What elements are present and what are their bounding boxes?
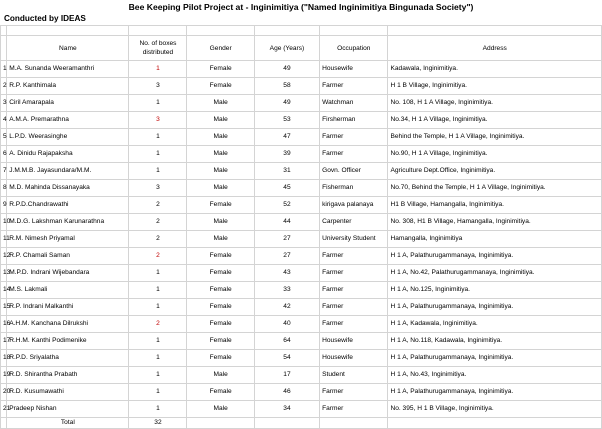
row-number-cell[interactable]: 20 (1, 384, 7, 401)
age-cell[interactable]: 27 (254, 248, 319, 265)
table-row (1, 367, 602, 384)
age-cell[interactable]: 40 (254, 316, 319, 333)
address-cell[interactable]: H 1 A, Palathurugammanaya, Inginimitiya. (388, 384, 602, 401)
table-row (1, 78, 602, 95)
table-row (1, 180, 602, 197)
boxes-cell[interactable]: 2 (129, 248, 187, 265)
table-row (1, 333, 602, 350)
occupation-cell[interactable]: Farmer (320, 248, 388, 265)
row-number-cell[interactable]: 17 (1, 333, 7, 350)
table-row (1, 214, 602, 231)
gender-cell[interactable]: Male (187, 95, 254, 112)
age-cell[interactable]: 52 (254, 197, 319, 214)
name-cell[interactable]: R.P. Indrani Malkanthi (7, 299, 129, 316)
gender-cell[interactable]: Female (187, 350, 254, 367)
address-cell[interactable]: No. 308, H1 B Village, Hamangalla, Inginimitiya. (388, 214, 602, 231)
address-cell[interactable]: H 1 A, Palathurugammanaya, Inginimitiya. (388, 350, 602, 367)
address-cell[interactable]: Agriculture Dept.Office, Inginimitiya. (388, 163, 602, 180)
cell[interactable] (388, 26, 602, 36)
occupation-cell[interactable]: Farmer (320, 146, 388, 163)
age-cell[interactable]: 39 (254, 146, 319, 163)
gender-cell[interactable]: Female (187, 265, 254, 282)
occupation-cell[interactable]: Farmer (320, 282, 388, 299)
gender-cell[interactable]: Female (187, 384, 254, 401)
table-row (1, 95, 602, 112)
gender-cell[interactable]: Male (187, 214, 254, 231)
occupation-cell[interactable]: Farmer (320, 299, 388, 316)
boxes-cell[interactable]: 2 (129, 214, 187, 231)
cell[interactable] (254, 418, 319, 429)
name-cell[interactable]: R.D. Shirantha Prabath (7, 367, 129, 384)
header-name[interactable]: Name (7, 36, 129, 61)
age-cell[interactable]: 53 (254, 112, 319, 129)
table-row (1, 61, 602, 78)
row-number-cell[interactable]: 5 (1, 129, 7, 146)
address-cell[interactable]: No. 395, H 1 B Village, Inginimitiya. (388, 401, 602, 418)
age-cell[interactable]: 17 (254, 367, 319, 384)
gender-cell[interactable]: Male (187, 146, 254, 163)
cell[interactable] (320, 418, 388, 429)
cell[interactable] (187, 418, 254, 429)
address-cell[interactable]: Kadawala, Inginimitiya. (388, 61, 602, 78)
name-cell[interactable]: A. Dinidu Rajapaksha (7, 146, 129, 163)
age-cell[interactable]: 34 (254, 401, 319, 418)
occupation-cell[interactable]: Watchman (320, 95, 388, 112)
occupation-cell[interactable]: Farmer (320, 78, 388, 95)
boxes-cell[interactable]: 1 (129, 95, 187, 112)
row-number-cell[interactable]: 4 (1, 112, 7, 129)
occupation-cell[interactable]: Farmer (320, 316, 388, 333)
gender-cell[interactable]: Male (187, 367, 254, 384)
occupation-cell[interactable]: Housewife (320, 333, 388, 350)
age-cell[interactable]: 46 (254, 384, 319, 401)
header-row (1, 36, 602, 61)
row-number-cell[interactable]: 13 (1, 265, 7, 282)
boxes-cell[interactable]: 1 (129, 350, 187, 367)
age-cell[interactable]: 31 (254, 163, 319, 180)
gender-cell[interactable]: Male (187, 163, 254, 180)
name-cell[interactable]: R.P. Kanthimala (7, 78, 129, 95)
table-row (1, 350, 602, 367)
table-row (1, 248, 602, 265)
occupation-cell[interactable]: Farmer (320, 129, 388, 146)
name-cell[interactable]: R.P.D.Chandrawathi (7, 197, 129, 214)
occupation-cell[interactable]: Farmer (320, 401, 388, 418)
address-cell[interactable]: H 1 A, Palathurugammanaya, Inginimitiya. (388, 248, 602, 265)
boxes-cell[interactable]: 1 (129, 163, 187, 180)
occupation-cell[interactable]: Student (320, 367, 388, 384)
gender-cell[interactable]: Female (187, 61, 254, 78)
row-number-cell[interactable]: 12 (1, 248, 7, 265)
address-cell[interactable]: H 1 B Village, Inginimitiya. (388, 78, 602, 95)
age-cell[interactable]: 45 (254, 180, 319, 197)
occupation-cell[interactable]: Farmer (320, 265, 388, 282)
gender-cell[interactable]: Male (187, 231, 254, 248)
sheet-subtitle: Conducted by IDEAS (4, 14, 86, 23)
row-number-cell[interactable]: 2 (1, 78, 7, 95)
table-row (1, 401, 602, 418)
row-number-cell[interactable]: 7 (1, 163, 7, 180)
gender-cell[interactable]: Female (187, 316, 254, 333)
boxes-cell[interactable]: 1 (129, 265, 187, 282)
boxes-cell[interactable]: 1 (129, 129, 187, 146)
name-cell[interactable]: R.P.D. Sriyalatha (7, 350, 129, 367)
occupation-cell[interactable]: kirigava palanaya (320, 197, 388, 214)
age-cell[interactable]: 43 (254, 265, 319, 282)
table-row (1, 146, 602, 163)
gender-cell[interactable]: Female (187, 78, 254, 95)
row-number-cell[interactable]: 8 (1, 180, 7, 197)
age-cell[interactable]: 64 (254, 333, 319, 350)
address-cell[interactable]: No. 108, H 1 A Village, Inginimitiya. (388, 95, 602, 112)
header-occupation[interactable]: Occupation (320, 36, 388, 61)
sheet-title: Bee Keeping Pilot Project at - Inginimitiya ("Named Inginimitiya Bingunada Society") (128, 2, 474, 12)
gender-cell[interactable]: Male (187, 129, 254, 146)
name-cell[interactable]: R.H.M. Kanthi Podimenike (7, 333, 129, 350)
name-cell[interactable]: R.P. Chamali Saman (7, 248, 129, 265)
occupation-cell[interactable]: Housewife (320, 350, 388, 367)
occupation-cell[interactable]: Housewife (320, 61, 388, 78)
blank-row (1, 26, 602, 36)
beneficiary-table (0, 25, 602, 429)
age-cell[interactable]: 44 (254, 214, 319, 231)
table-row (1, 112, 602, 129)
row-number-cell[interactable]: 16 (1, 316, 7, 333)
name-cell[interactable]: M.P.D. Indrani Wijebandara (7, 265, 129, 282)
header-gender[interactable]: Gender (187, 36, 254, 61)
boxes-cell[interactable]: 1 (129, 282, 187, 299)
cell[interactable] (388, 418, 602, 429)
address-cell[interactable]: Hamangalla, Inginimitiya (388, 231, 602, 248)
address-cell[interactable]: Behind the Temple, H 1 A Village, Inginimitiya. (388, 129, 602, 146)
cell[interactable] (320, 26, 388, 36)
boxes-cell[interactable]: 2 (129, 231, 187, 248)
name-cell[interactable]: A.M.A. Premarathna (7, 112, 129, 129)
address-cell[interactable]: H 1 A, Kadawala, Inginimitiya. (388, 316, 602, 333)
name-cell[interactable]: R.M. Nimesh Priyamal (7, 231, 129, 248)
total-label-cell[interactable]: Total (7, 418, 129, 429)
name-cell[interactable]: M.S. Lakmali (7, 282, 129, 299)
total-row (1, 418, 602, 429)
name-cell[interactable]: L.P.D. Weerasinghe (7, 129, 129, 146)
boxes-cell[interactable]: 3 (129, 112, 187, 129)
boxes-cell[interactable]: 1 (129, 146, 187, 163)
row-number-cell[interactable]: 15 (1, 299, 7, 316)
age-cell[interactable]: 33 (254, 282, 319, 299)
name-cell[interactable]: A.H.M. Kanchana Dilrukshi (7, 316, 129, 333)
age-cell[interactable]: 42 (254, 299, 319, 316)
address-cell[interactable]: H 1 A, No.125, Inginimitiya. (388, 282, 602, 299)
header-boxes[interactable]: No. of boxes distributed (129, 36, 187, 61)
age-cell[interactable]: 49 (254, 61, 319, 78)
header-address[interactable]: Address (388, 36, 602, 61)
table-row (1, 316, 602, 333)
occupation-cell[interactable]: Farmer (320, 384, 388, 401)
address-cell[interactable]: H 1 A, Palathurugammanaya, Inginimitiya. (388, 299, 602, 316)
occupation-cell[interactable]: Carpenter (320, 214, 388, 231)
address-cell[interactable]: H 1 A, No.118, Kadawala, Inginimitiya. (388, 333, 602, 350)
total-value-cell[interactable]: 32 (129, 418, 187, 429)
name-cell[interactable]: R.D. Kusumawathi (7, 384, 129, 401)
name-cell[interactable]: J.M.M.B. Jayasundara/M.M. (7, 163, 129, 180)
gender-cell[interactable]: Male (187, 180, 254, 197)
boxes-cell[interactable]: 2 (129, 197, 187, 214)
table-row (1, 197, 602, 214)
row-number-cell[interactable]: 10 (1, 214, 7, 231)
row-number-cell[interactable]: 1 (1, 61, 7, 78)
row-number-cell[interactable]: 11 (1, 231, 7, 248)
boxes-cell[interactable]: 1 (129, 333, 187, 350)
row-number-cell[interactable]: 19 (1, 367, 7, 384)
age-cell[interactable]: 58 (254, 78, 319, 95)
age-cell[interactable]: 47 (254, 129, 319, 146)
boxes-cell[interactable]: 1 (129, 61, 187, 78)
age-cell[interactable]: 49 (254, 95, 319, 112)
row-number-cell[interactable]: 21 (1, 401, 7, 418)
table-row (1, 129, 602, 146)
table-row (1, 163, 602, 180)
gender-cell[interactable]: Female (187, 248, 254, 265)
gender-cell[interactable]: Female (187, 197, 254, 214)
boxes-cell[interactable]: 2 (129, 316, 187, 333)
boxes-cell[interactable]: 1 (129, 367, 187, 384)
name-cell[interactable]: M.D.G. Lakshman Karunarathna (7, 214, 129, 231)
name-cell[interactable]: Pradeep Nishan (7, 401, 129, 418)
table-row (1, 265, 602, 282)
address-cell[interactable]: No.34, H 1 A Village, Inginimitiya. (388, 112, 602, 129)
row-number-cell[interactable]: 9 (1, 197, 7, 214)
occupation-cell[interactable]: Govn. Officer (320, 163, 388, 180)
row-number-cell[interactable]: 6 (1, 146, 7, 163)
table-row (1, 299, 602, 316)
boxes-cell[interactable]: 1 (129, 384, 187, 401)
header-age[interactable]: Age (Years) (254, 36, 319, 61)
table-row (1, 384, 602, 401)
age-cell[interactable]: 27 (254, 231, 319, 248)
address-cell[interactable]: H 1 A, No.43, Inginimitiya. (388, 367, 602, 384)
address-cell[interactable]: No.90, H 1 A Village, Inginimitiya. (388, 146, 602, 163)
name-cell[interactable]: M.D. Mahinda Dissanayaka (7, 180, 129, 197)
occupation-cell[interactable]: University Student (320, 231, 388, 248)
table-row (1, 282, 602, 299)
name-cell[interactable]: M.A. Sunanda Weeramanthri (7, 61, 129, 78)
gender-cell[interactable]: Male (187, 112, 254, 129)
address-cell[interactable]: H1 B Village, Hamangalla, Inginimitiya. (388, 197, 602, 214)
cell[interactable] (7, 26, 129, 36)
boxes-cell[interactable]: 1 (129, 401, 187, 418)
cell[interactable] (187, 26, 254, 36)
gender-cell[interactable]: Female (187, 333, 254, 350)
address-cell[interactable]: No.70, Behind the Temple, H 1 A Village, Inginimitiya. (388, 180, 602, 197)
row-number-cell[interactable]: 18 (1, 350, 7, 367)
table-row (1, 231, 602, 248)
boxes-cell[interactable]: 1 (129, 299, 187, 316)
cell[interactable] (254, 26, 319, 36)
row-number-cell[interactable]: 3 (1, 95, 7, 112)
boxes-cell[interactable]: 3 (129, 78, 187, 95)
gender-cell[interactable]: Female (187, 282, 254, 299)
gender-cell[interactable]: Female (187, 299, 254, 316)
address-cell[interactable]: H 1 A, No.42, Palathurugammanaya, Inginimitiya. (388, 265, 602, 282)
occupation-cell[interactable]: Firsherman (320, 112, 388, 129)
cell[interactable] (129, 26, 187, 36)
name-cell[interactable]: Ciril Amarapala (7, 95, 129, 112)
gender-cell[interactable]: Male (187, 401, 254, 418)
age-cell[interactable]: 54 (254, 350, 319, 367)
boxes-cell[interactable]: 3 (129, 180, 187, 197)
row-number-cell[interactable]: 14 (1, 282, 7, 299)
occupation-cell[interactable]: Fisherman (320, 180, 388, 197)
